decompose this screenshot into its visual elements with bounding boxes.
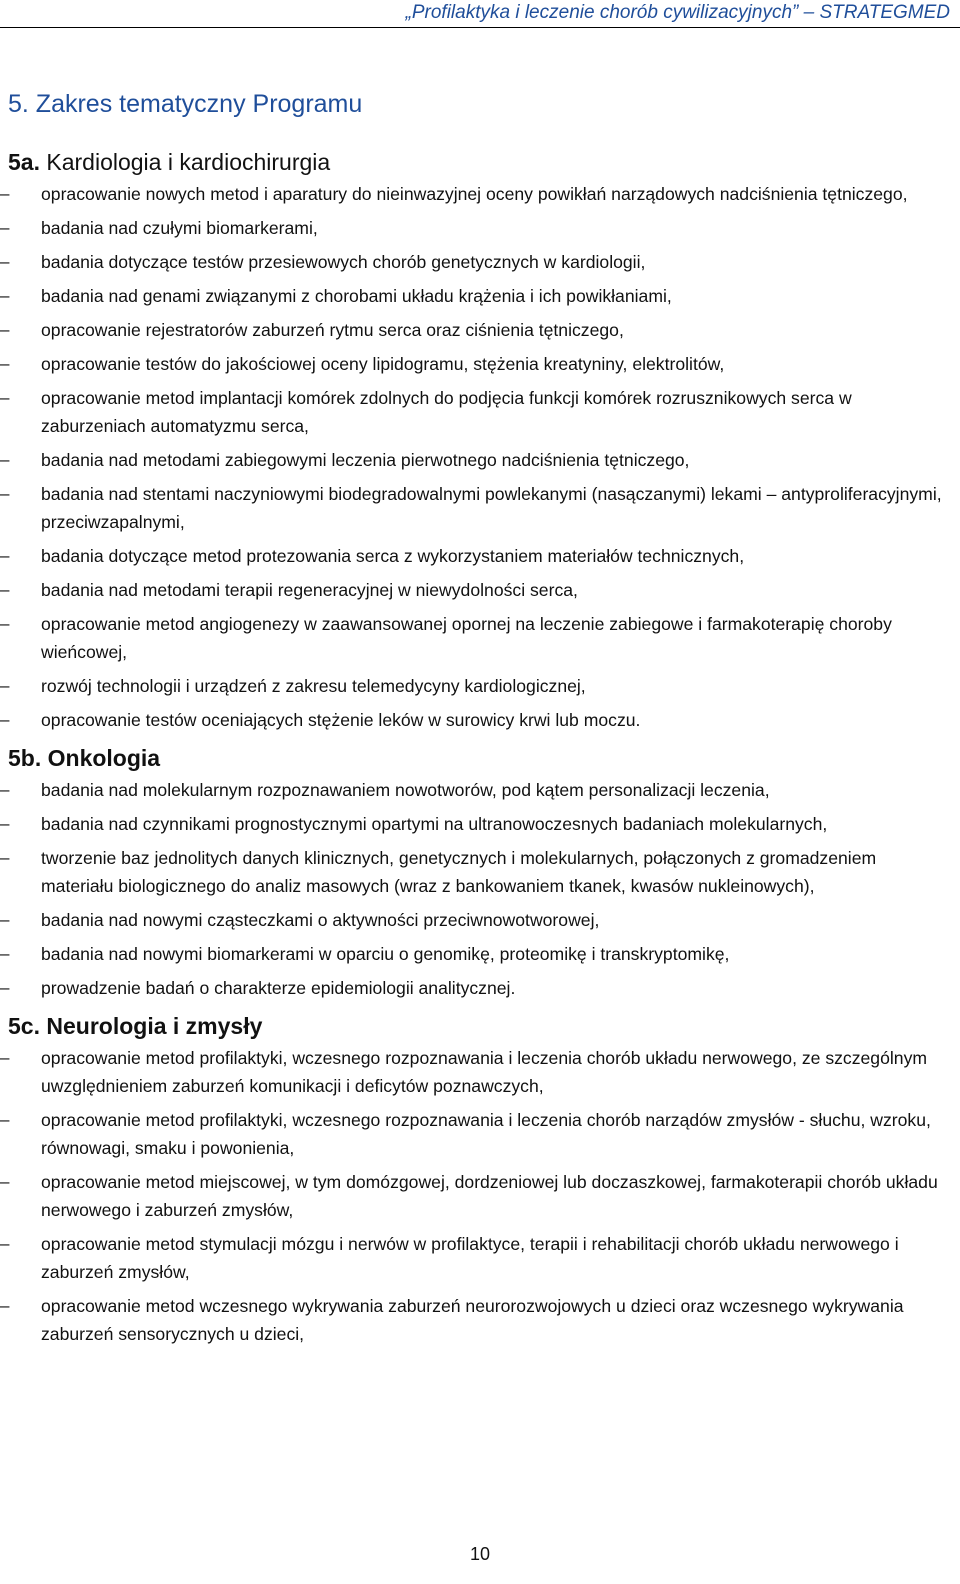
list-item-text: opracowanie metod profilaktyki, wczesnego rozpoznawania i leczenia chorób układu nerwowego, ze szczególnym uwzględnieniem zaburzeń komunikacji i deficytów poznawczych,: [41, 1048, 928, 1096]
list-item: [0, 906, 960, 934]
list-item: [0, 316, 960, 344]
list-item-text: opracowanie testów oceniających stężenie leków w surowicy krwi lub moczu.: [41, 710, 641, 730]
list-item-text: badania nad stentami naczyniowymi biodegradowalnymi powlekanymi (nasączanymi) lekami – antyproliferacyjnymi, przeciwzapalnymi,: [41, 484, 942, 532]
list-item-text: opracowanie testów do jakościowej oceny lipidogramu, stężenia kreatyniny, elektrolitów,: [41, 354, 725, 374]
dash-bullet-icon: [0, 350, 24, 378]
list-item-text: opracowanie rejestratorów zaburzeń rytmu serca oraz ciśnienia tętniczego,: [41, 320, 624, 340]
dash-bullet-icon: [0, 906, 24, 934]
list-item-text: badania dotyczące testów przesiewowych chorób genetycznych w kardiologii,: [41, 252, 646, 272]
section-title: 5. Zakres tematyczny Programu: [8, 90, 363, 118]
dash-bullet-icon: [0, 542, 24, 570]
header-title: „Profilaktyka i leczenie chorób cywilizacyjnych” – STRATEGMED: [405, 2, 950, 23]
dash-bullet-icon: [0, 940, 24, 968]
dash-bullet-icon: [0, 316, 24, 344]
list-item: [0, 542, 960, 570]
list-item-text: badania nad metodami terapii regeneracyjnej w niewydolności serca,: [41, 580, 578, 600]
list-item-text: opracowanie metod miejscowej, w tym domózgowej, dordzeniowej lub doczaszkowej, farmakoterapii chorób układu nerwowego i zaburzeń zmysłów,: [41, 1172, 938, 1220]
list-item-text: badania dotyczące metod protezowania serca z wykorzystaniem materiałów technicznych,: [41, 546, 745, 566]
section-5c: [0, 1008, 960, 1348]
section-5b: [0, 740, 960, 1002]
list-item: [0, 1106, 960, 1162]
dash-bullet-icon: [0, 1168, 24, 1196]
document-body: [0, 86, 960, 1354]
list-item: [0, 672, 960, 700]
dash-bullet-icon: [0, 610, 24, 638]
list-item-text: badania nad czułymi biomarkerami,: [41, 218, 318, 238]
dash-bullet-icon: [0, 248, 24, 276]
list-item-text: tworzenie baz jednolitych danych klinicznych, genetycznych i molekularnych, połączonych z gromadzeniem materiału biologicznego do analiz masowych (wraz z bankowaniem tkanek, kwasów nukleinowych),: [41, 848, 877, 896]
section-5a: [0, 144, 960, 734]
list-item-text: badania nad molekularnym rozpoznawaniem nowotworów, pod kątem personalizacji leczenia,: [41, 780, 770, 800]
list-item-text: badania nad metodami zabiegowymi leczenia pierwotnego nadciśnienia tętniczego,: [41, 450, 690, 470]
item-list: [0, 1044, 960, 1348]
list-item: [0, 1230, 960, 1286]
dash-bullet-icon: [0, 180, 24, 208]
dash-bullet-icon: [0, 1044, 24, 1072]
dash-bullet-icon: [0, 706, 24, 734]
dash-bullet-icon: [0, 844, 24, 872]
list-item: [0, 384, 960, 440]
list-item-text: opracowanie metod stymulacji mózgu i nerwów w profilaktyce, terapii i rehabilitacji chorób układu nerwowego i zaburzeń zmysłów,: [41, 1234, 899, 1282]
item-list: [0, 180, 960, 734]
list-item-text: badania nad genami związanymi z chorobami układu krążenia i ich powikłaniami,: [41, 286, 672, 306]
list-item-text: opracowanie metod angiogenezy w zaawansowanej opornej na leczenie zabiegowe i farmakoterapię choroby wieńcowej,: [41, 614, 892, 662]
list-item: [0, 1044, 960, 1100]
list-item-text: rozwój technologii i urządzeń z zakresu telemedycyny kardiologicznej,: [41, 676, 586, 696]
section-prefix: 5a.: [8, 149, 40, 175]
dash-bullet-icon: [0, 480, 24, 508]
dash-bullet-icon: [0, 810, 24, 838]
list-item: [0, 974, 960, 1002]
list-item-text: badania nad czynnikami prognostycznymi opartymi na ultranowoczesnych badaniach molekularnych,: [41, 814, 828, 834]
dash-bullet-icon: [0, 446, 24, 474]
list-item-text: badania nad nowymi cząsteczkami o aktywności przeciwnowotworowej,: [41, 910, 600, 930]
list-item-text: opracowanie metod implantacji komórek zdolnych do podjęcia funkcji komórek rozrusznikowych serca w zaburzeniach automatyzmu serca,: [41, 388, 852, 436]
list-item: [0, 810, 960, 838]
list-item: [0, 776, 960, 804]
list-item: [0, 446, 960, 474]
list-item: [0, 844, 960, 900]
header-rule: [0, 27, 960, 28]
list-item: [0, 480, 960, 536]
page-header: [0, 0, 960, 34]
list-item: [0, 940, 960, 968]
list-item-text: prowadzenie badań o charakterze epidemiologii analitycznej.: [41, 978, 516, 998]
dash-bullet-icon: [0, 776, 24, 804]
section-prefix: 5c.: [8, 1013, 40, 1039]
list-item-text: opracowanie nowych metod i aparatury do nieinwazyjnej oceny powikłań narządowych nadciśnienia tętniczego,: [41, 184, 908, 204]
dash-bullet-icon: [0, 214, 24, 242]
dash-bullet-icon: [0, 576, 24, 604]
dash-bullet-icon: [0, 1292, 24, 1320]
list-item: [0, 180, 960, 208]
list-item-text: opracowanie metod wczesnego wykrywania zaburzeń neurorozwojowych u dzieci oraz wczesnego wykrywania zaburzeń sensorycznych u dzieci,: [41, 1296, 904, 1344]
list-item: [0, 1292, 960, 1348]
section-heading: [0, 1008, 960, 1044]
list-item: [0, 282, 960, 310]
list-item: [0, 248, 960, 276]
dash-bullet-icon: [0, 1106, 24, 1134]
section-heading: [0, 740, 960, 776]
dash-bullet-icon: [0, 282, 24, 310]
item-list: [0, 776, 960, 1002]
list-item-text: badania nad nowymi biomarkerami w oparciu o genomikę, proteomikę i transkryptomikę,: [41, 944, 730, 964]
section-heading: [0, 144, 960, 180]
section-prefix: 5b.: [8, 745, 42, 771]
list-item: [0, 576, 960, 604]
list-item: [0, 706, 960, 734]
section-heading-title: Kardiologia i kardiochirurgia: [46, 149, 331, 175]
page-number: 10: [469, 1544, 491, 1564]
section-heading-title: Onkologia: [47, 745, 161, 771]
list-item: [0, 610, 960, 666]
list-item: [0, 350, 960, 378]
section-heading-title: Neurologia i zmysły: [46, 1013, 263, 1039]
list-item-text: opracowanie metod profilaktyki, wczesnego rozpoznawania i leczenia chorób narządów zmysłów - słuchu, wzroku, równowagi, smaku i powonienia,: [41, 1110, 931, 1158]
dash-bullet-icon: [0, 672, 24, 700]
dash-bullet-icon: [0, 384, 24, 412]
dash-bullet-icon: [0, 974, 24, 1002]
list-item: [0, 1168, 960, 1224]
list-item: [0, 214, 960, 242]
dash-bullet-icon: [0, 1230, 24, 1258]
